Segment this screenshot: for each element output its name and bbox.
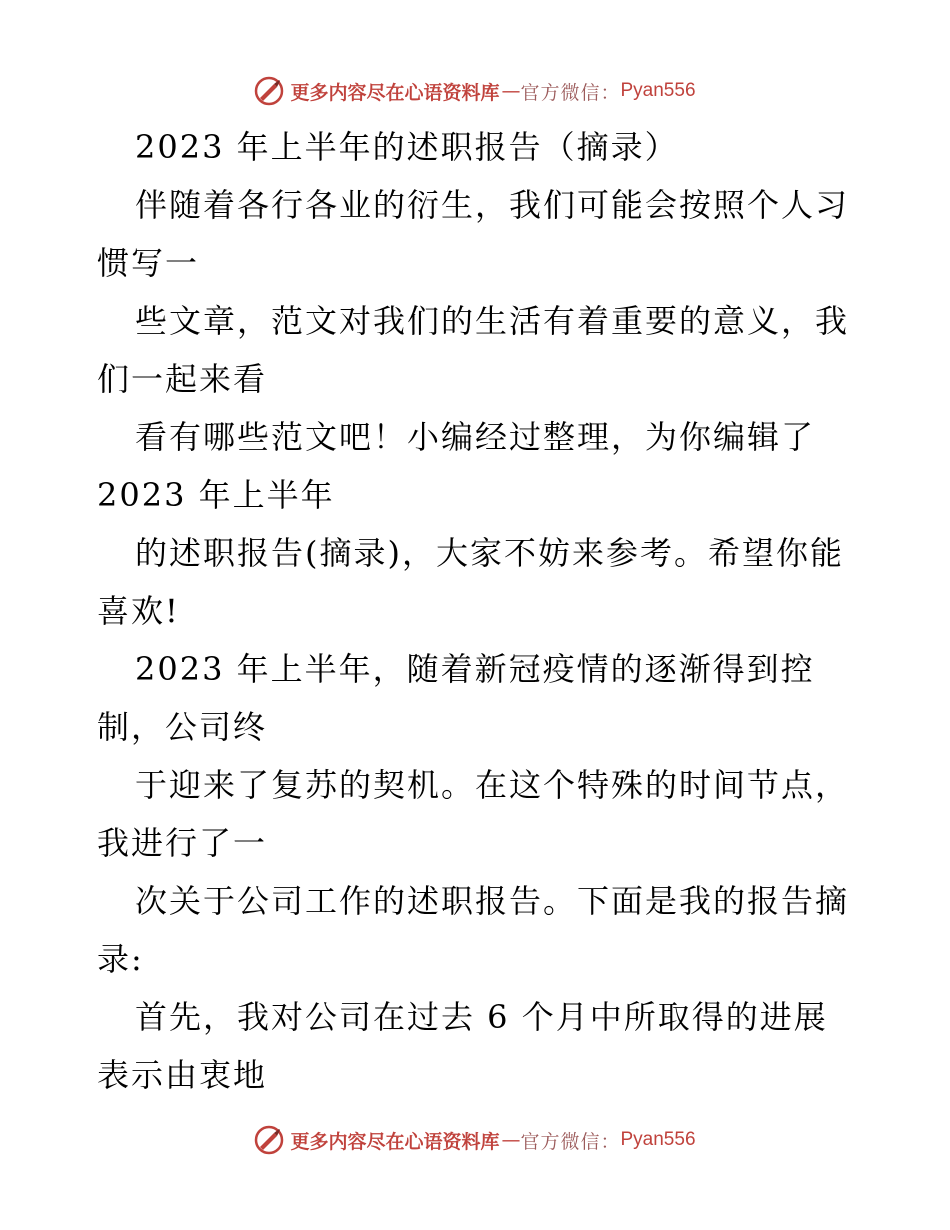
banner-separator: — [501,1129,519,1151]
doc-line: 录: [97,940,144,978]
doc-line: 些文章，范文对我们的生活有着重要的意义，我 [135,302,850,340]
banner-separator: — [501,80,519,102]
pen-logo-icon [254,1125,284,1155]
doc-line: 们一起来看 [97,360,268,398]
doc-title: 2023 年上半年的述职报告（摘录） [135,128,679,166]
doc-line: 伴随着各行各业的衍生，我们可能会按照个人习 [135,186,850,224]
doc-line: 次关于公司工作的述职报告。下面是我的报告摘 [135,882,850,920]
doc-line: 喜欢! [97,592,180,630]
banner-wechat-handle: Pyan556 [620,1129,696,1150]
doc-line: 的述职报告(摘录)，大家不妨来参考。希望你能 [135,534,844,572]
doc-line: 2023 年上半年，随着新冠疫情的逐渐得到控 [135,650,815,688]
banner-wechat-label: 官方微信： [520,81,621,104]
pen-logo-icon [254,76,284,106]
banner-brand: 更多内容尽在心语资料库 [290,81,500,104]
doc-line: 惯写一 [97,244,200,282]
banner-wechat-handle: Pyan556 [620,80,696,101]
doc-line: 表示由衷地 [97,1056,268,1094]
doc-line: 2023 年上半年 [97,476,335,514]
doc-line: 我进行了一 [97,824,268,862]
doc-line: 看有哪些范文吧！小编经过整理，为你编辑了 [135,418,816,456]
header-banner [0,71,950,111]
footer-banner [0,1120,950,1160]
doc-line: 制，公司终 [97,708,268,746]
banner-wechat-label: 官方微信： [520,1130,621,1153]
banner-brand: 更多内容尽在心语资料库 [290,1130,500,1153]
doc-line: 首先，我对公司在过去 6 个月中所取得的进展 [135,998,828,1036]
doc-line: 于迎来了复苏的契机。在这个特殊的时间节点， [135,766,850,804]
document-body [97,118,867,1104]
